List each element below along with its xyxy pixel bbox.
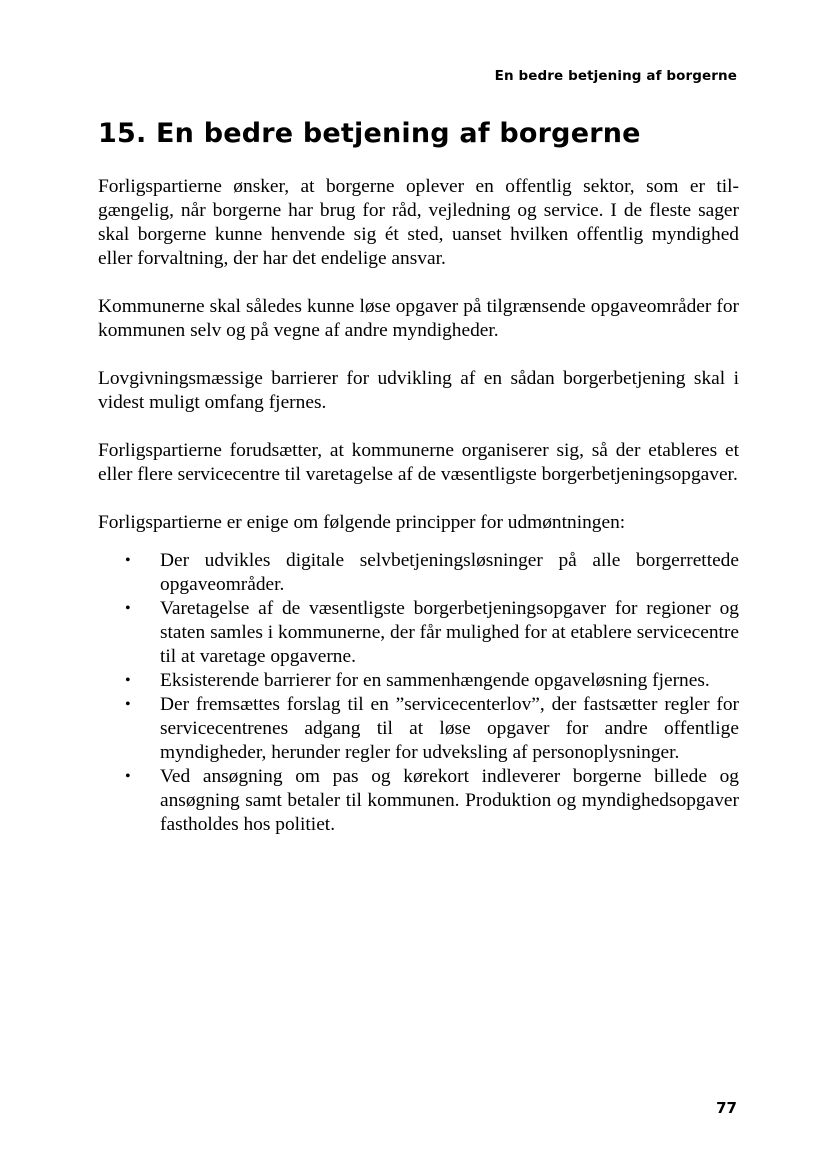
list-item — [98, 669, 739, 693]
list-item — [98, 693, 739, 765]
principles-list — [98, 535, 739, 837]
list-item — [98, 549, 739, 597]
list-item — [98, 765, 739, 837]
list-item-text: Eksisterende barrierer for en sammenhængende opgaveløsning fjernes. — [160, 670, 710, 691]
list-item-text: Varetagelse af de væsentligste borgerbetjeningsopgaver for regioner og staten samles i kommunerne, der får mulighed for at etablere servicecentre til at varetage opgaverne. — [160, 598, 739, 667]
bullet-icon: • — [125, 552, 131, 569]
list-item — [98, 597, 739, 669]
list-item-text: Der fremsættes forslag til en ”servicecenterlov”, der fastsætter regler for servicecentrenes adgang til at løse opgaver for andre offentlige myndigheder, herunder regler for udveksling af personoplysninger. — [160, 694, 739, 763]
paragraph-intro: Forligspartierne ønsker, at borgerne oplever en offentlig sektor, som er tilgængelig, når borgerne har brug for råd, vejledning og service. I de fleste sager skal borgerne kunne henvende sig ét sted, uanset hvilken offentlig myndighed eller forvaltning, der har det endelige ansvar. — [98, 176, 739, 269]
list-item-text: Ved ansøgning om pas og kørekort indleverer borgerne billede og ansøgning samt betaler til kommunen. Produktion og myndighedsopgaver fastholdes hos politiet. — [160, 766, 739, 835]
page-number: 77 — [716, 1099, 737, 1117]
paragraph-servicecentre: Forligspartierne forudsætter, at kommunerne organiserer sig, så der etableres et eller flere servicecentre til varetagelse af de væsentligste borgerbetjeningsopgaver. — [98, 440, 739, 485]
chapter-title: 15. En bedre betjening af borgerne — [98, 118, 641, 149]
running-header: En bedre betjening af borgerne — [494, 68, 737, 84]
paragraph-principper-intro: Forligspartierne er enige om følgende principper for udmøntningen: — [98, 512, 626, 533]
list-item-text: Der udvikles digitale selvbetjeningsløsninger på alle borgerrettede opgaveområder. — [160, 550, 739, 595]
bullet-icon: • — [125, 768, 131, 785]
bullet-icon: • — [125, 600, 131, 617]
bullet-icon: • — [125, 672, 131, 689]
paragraph-barrierer: Lovgivningsmæssige barrierer for udvikling af en sådan borgerbetjening skal i videst muligt omfang fjernes. — [98, 368, 739, 413]
bullet-icon: • — [125, 696, 131, 713]
paragraph-kommunerne: Kommunerne skal således kunne løse opgaver på tilgrænsende opgaveområder for kommunen selv og på vegne af andre myndigheder. — [98, 296, 739, 341]
chapter-body — [98, 175, 739, 837]
